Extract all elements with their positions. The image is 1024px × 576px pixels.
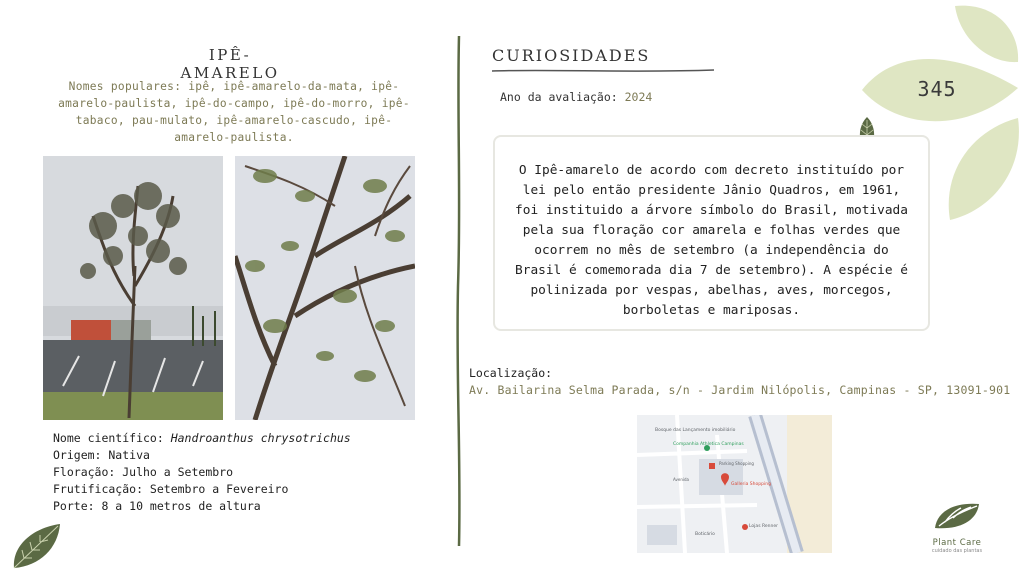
location-map[interactable] xyxy=(637,415,832,553)
map-label-7: Avenida xyxy=(673,477,689,482)
column-divider xyxy=(454,36,464,546)
brand-logo xyxy=(917,500,997,554)
fruiting-row: Frutificação: Setembro a Fevereiro xyxy=(53,482,289,496)
map-label-6: Lojas Renner xyxy=(749,524,778,529)
scientific-name: Handroanthus chrysotrichus xyxy=(170,431,351,445)
map-label-2: Companhia Athletica Campinas xyxy=(673,442,744,447)
map-label-1: Bosque das Lançamento imobiliário xyxy=(655,428,736,433)
location-label: Localização: xyxy=(469,366,553,380)
tree-photo-detail xyxy=(235,156,415,420)
species-facts xyxy=(53,430,351,515)
map-pin-store[interactable] xyxy=(742,524,748,530)
map-label-4: Galleria Shopping xyxy=(731,482,771,487)
location-address: Av. Bailarina Selma Parada, s/n - Jardim Nilópolis, Campinas - SP, 13091-901 xyxy=(469,383,1011,397)
size-row: Porte: 8 a 10 metros de altura xyxy=(53,499,261,513)
scientific-name-row: Nome científico: Handroanthus chrysotrichus xyxy=(53,431,351,445)
curiosity-card xyxy=(493,135,930,331)
curiosities-title: CURIOSIDADES xyxy=(492,46,651,65)
evaluation-year-value: 2024 xyxy=(624,90,653,104)
map-pin-parking[interactable] xyxy=(709,463,715,469)
map-label-3: Parking Shopping xyxy=(719,461,754,466)
title-underline xyxy=(492,68,714,74)
curiosity-text: O Ipê-amarelo de acordo com decreto instituído por lei pelo então presidente Jânio Quadros, em 1961, foi instituido a árvore símbolo do Brasil, motivada pela sua floração cor amarela e folhas verdes que ocorrem no mês de setembro (a independência do Brasil é comemorada dia 7 de setembro). A espécie é polinizada por vespas, abelhas, aves, morcegos, borboletas e mariposas. xyxy=(515,163,908,318)
corner-leaf-icon xyxy=(10,522,62,570)
flowering-row: Floração: Julho a Setembro xyxy=(53,465,234,479)
tree-number: 345 xyxy=(917,77,957,101)
tree-photo-full xyxy=(43,156,223,420)
map-label-5: Boticário xyxy=(695,532,715,537)
brand-tagline: cuidado das plantas xyxy=(931,548,983,554)
species-title: IPÊ-AMARELO xyxy=(180,46,280,82)
brand-leaf-icon xyxy=(931,500,983,532)
origin-row: Origem: Nativa xyxy=(53,448,150,462)
brand-name: Plant Care xyxy=(932,538,982,548)
popular-names: Nomes populares: ipê, ipê-amarelo-da-mata, ipê-amarelo-paulista, ipê-do-campo, ipê-do-morro, ipê-tabaco, pau-mulato, ipê-amarelo-cascudo, ipê-amarelo-paulista. xyxy=(58,80,410,144)
evaluation-year: Ano da avaliação: 2024 xyxy=(500,90,653,104)
